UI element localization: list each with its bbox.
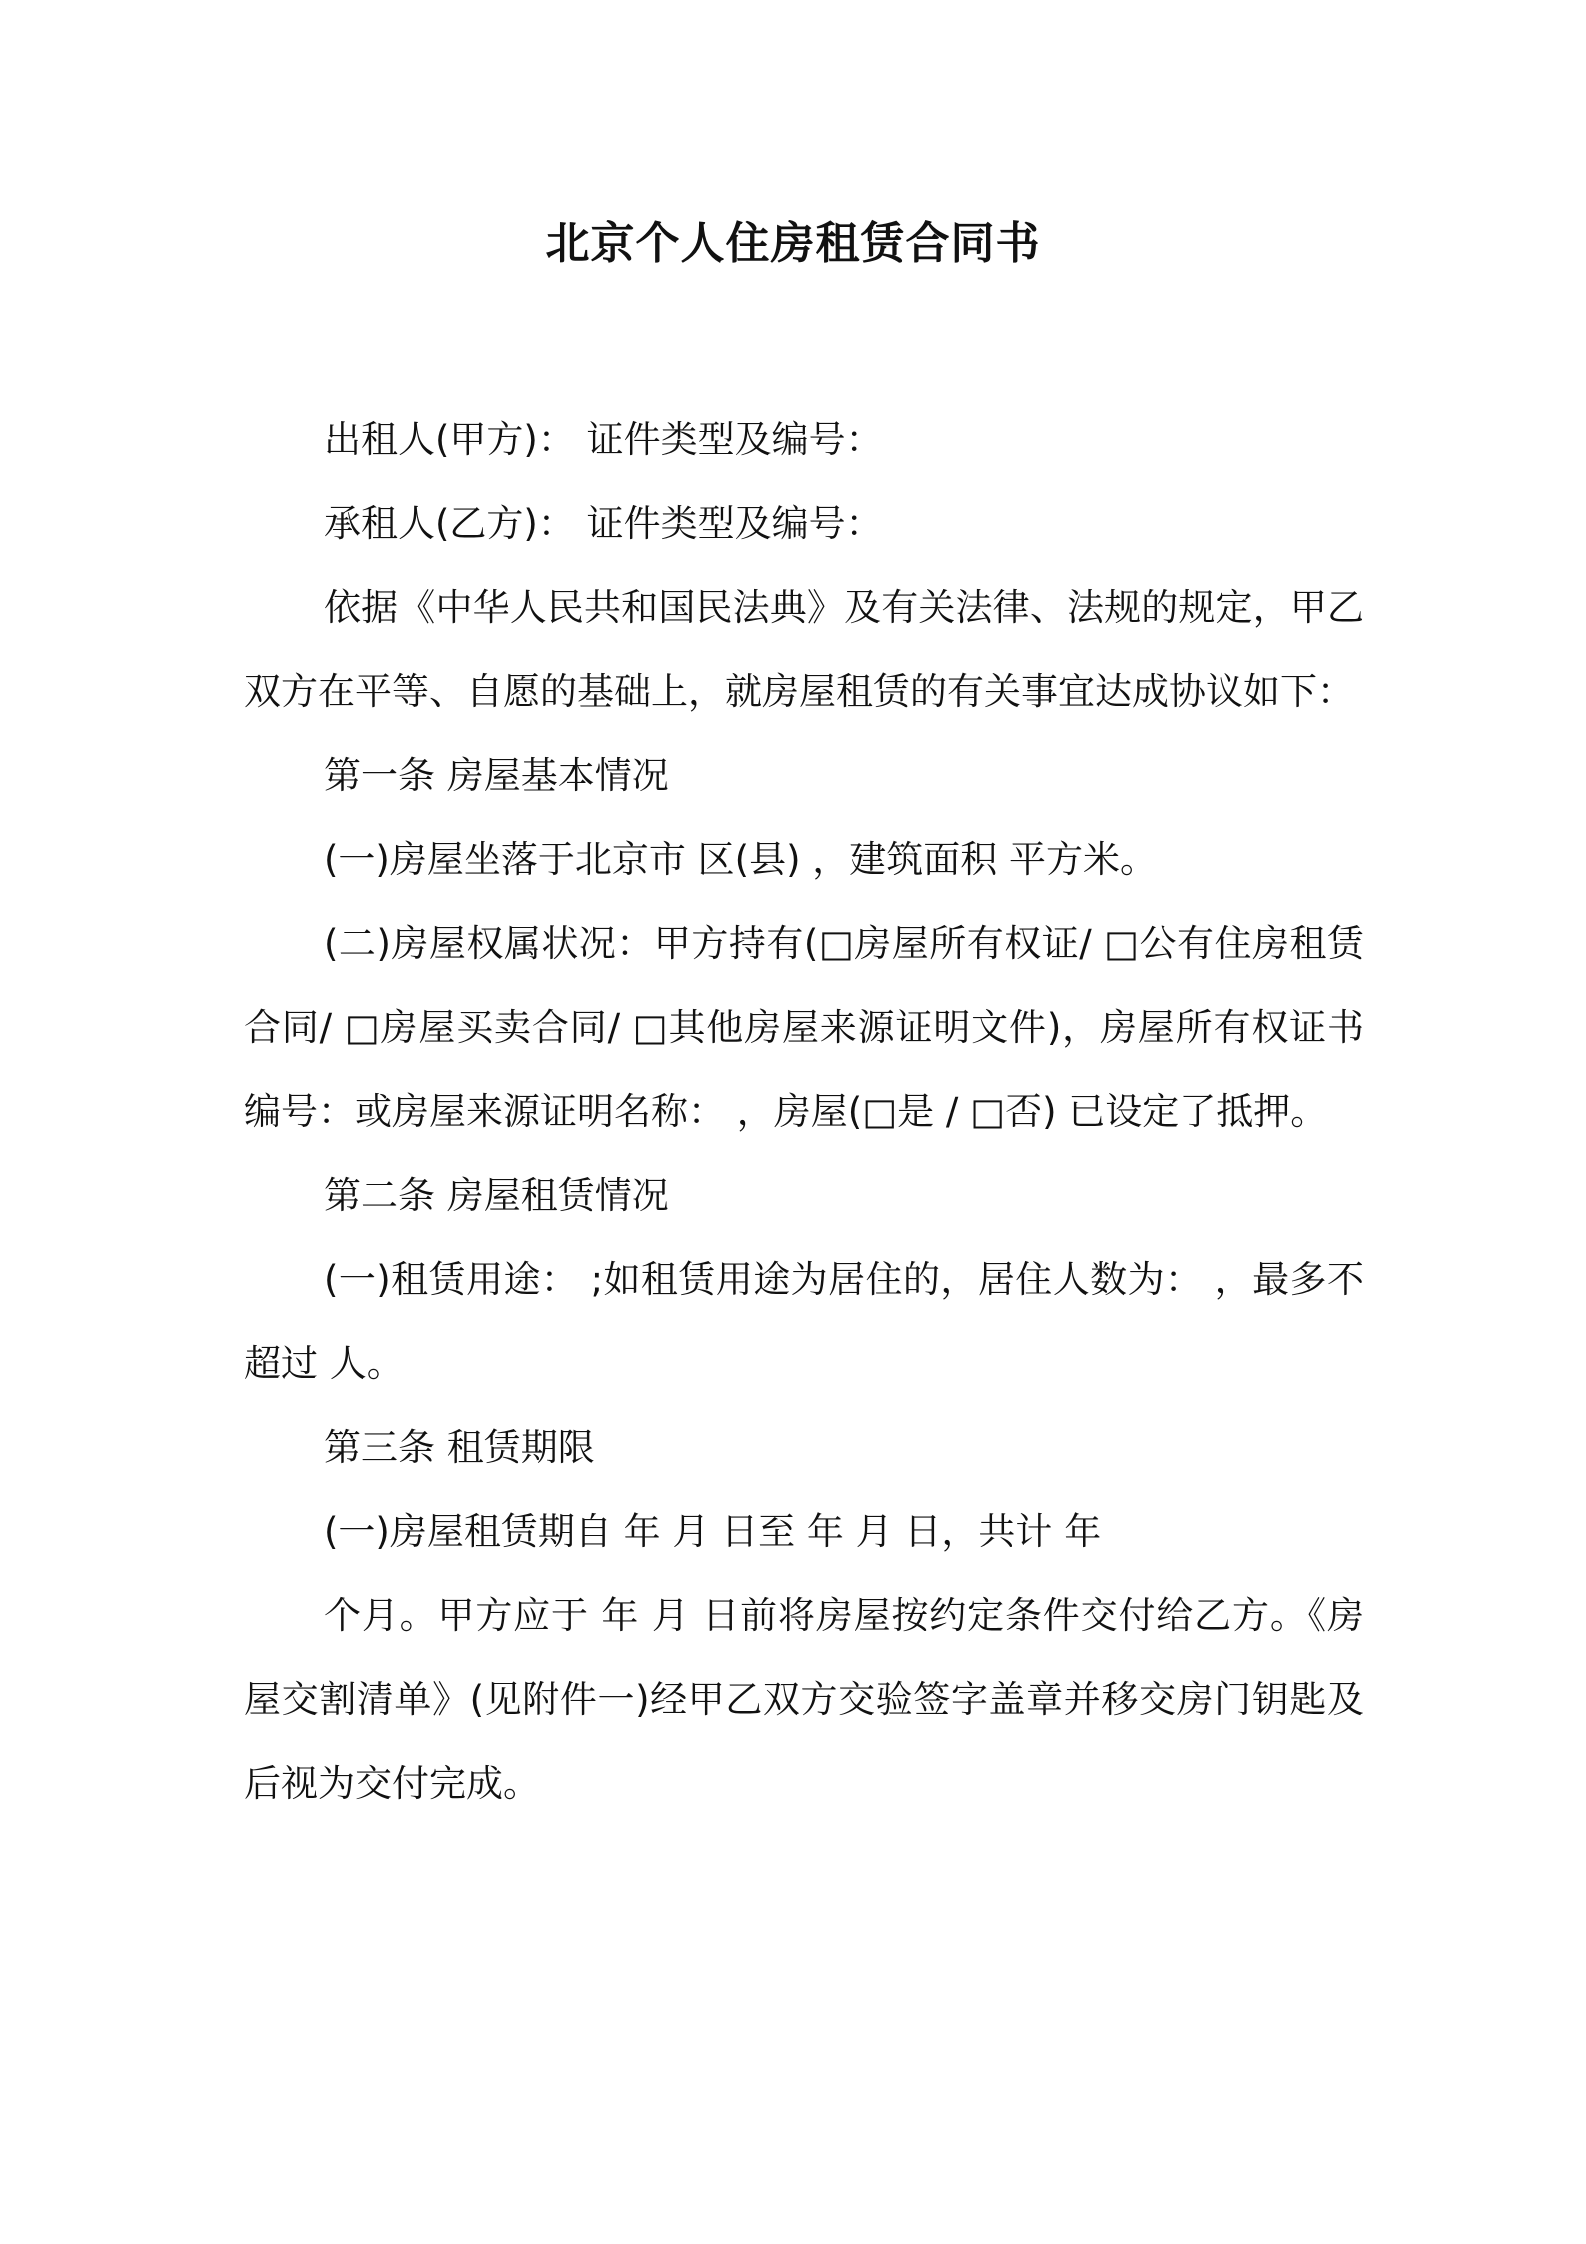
article-2-heading: 第二条 房屋租赁情况 — [324, 1174, 669, 1217]
article-1-heading: 第一条 房屋基本情况 — [324, 754, 669, 797]
contract-body — [244, 398, 1364, 1826]
lessee-line: 承租人(乙方)： 证件类型及编号： — [324, 502, 883, 545]
article-3-clause-1: (一)房屋租赁期自 年 月 日至 年 月 日，共计 年 — [324, 1510, 1102, 1553]
article-1-clause-1: (一)房屋坐落于北京市 区(县) ，建筑面积 平方米。 — [324, 838, 1158, 881]
preamble-paragraph: 依据《中华人民共和国民法典》及有关法律、法规的规定，甲乙双方在平等、自愿的基础上，就房屋租赁的有关事宜达成协议如下： — [244, 586, 1364, 713]
lessor-line: 出租人(甲方)： 证件类型及编号： — [324, 418, 883, 461]
article-2-clause-1: (一)租赁用途： ;如租赁用途为居住的，居住人数为： ，最多不超过 人。 — [244, 1258, 1364, 1385]
article-1-clause-2: (二)房屋权属状况：甲方持有(□房屋所有权证/ □公有住房租赁合同/ □房屋买卖合同/ □其他房屋来源证明文件)，房屋所有权证书编号：或房屋来源证明名称： ，房屋(□是 / □否) 已设定了抵押。 — [244, 922, 1364, 1133]
article-3-clause-1-continued: 个月。甲方应于 年 月 日前将房屋按约定条件交付给乙方。《房屋交割清单》(见附件一)经甲乙双方交验签字盖章并移交房门钥匙及 后视为交付完成。 — [244, 1594, 1364, 1805]
document-title: 北京个人住房租赁合同书 — [545, 218, 1041, 269]
article-3-heading: 第三条 租赁期限 — [324, 1426, 595, 1469]
